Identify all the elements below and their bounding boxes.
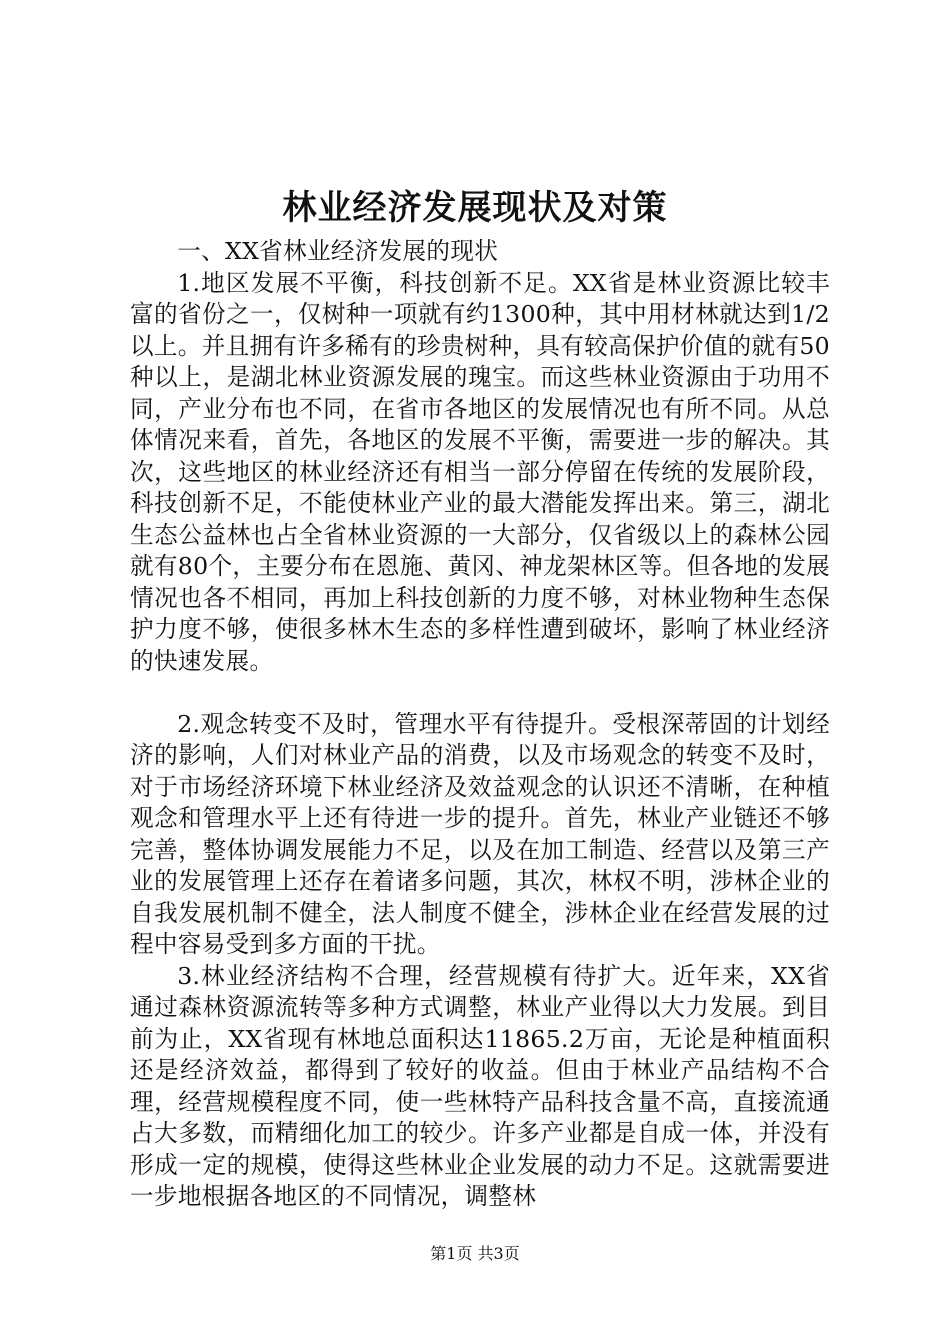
paragraph-1: 1.地区发展不平衡，科技创新不足。XX省是林业资源比较丰富的省份之一，仅树种一项就有约1300种，其中用材林就达到1/2以上。并且拥有许多稀有的珍贵树种，具有较高保护价值的就有50种以上，是湖北林业资源发展的瑰宝。而这些林业资源由于功用不同，产业分布也不同，在省市各地区的发展情况也有所不同。从总体情况来看，首先，各地区的发展不平衡，需要进一步的解决。其次，这些地区的林业经济还有相当一部分停留在传统的发展阶段，科技创新不足，不能使林业产业的最大潜能发挥出来。第三，湖北生态公益林也占全省林业资源的一大部分，仅省级以上的森林公园就有80个，主要分布在恩施、黄冈、神龙架林区等。但各地的发展情况也各不相同，再加上科技创新的力度不够，对林业物种生态保护力度不够，使很多林木生态的多样性遭到破坏，影响了林业经济的快速发展。 [130,268,830,675]
page-footer: 第1页 共3页 [430,1244,520,1263]
paragraph-3: 3.林业经济结构不合理，经营规模有待扩大。近年来，XX省通过森林资源流转等多种方式调整，林业产业得以大力发展。到目前为止，XX省现有林地总面积达11865.2万亩，无论是种植面积还是经济效益，都得到了较好的收益。但由于林业产品结构不合理，经营规模程度不同，使一些林特产品科技含量不高，直接流通占大多数，而精细化加工的较少。许多产业都是自成一体，并没有形成一定的规模，使得这些林业企业发展的动力不足。这就需要进一步地根据各地区的不同情况，调整林 [130,961,830,1210]
document-title: 林业经济发展现状及对策 [282,188,668,228]
section-heading: 一、XX省林业经济发展的现状 [177,237,499,265]
document-body [130,236,830,1213]
paragraph-2: 2.观念转变不及时，管理水平有待提升。受根深蒂固的计划经济的影响，人们对林业产品的消费，以及市场观念的转变不及时，对于市场经济环境下林业经济及效益观念的认识还不清晰，在种植观念和管理水平上还有待进一步的提升。首先，林业产业链还不够完善，整体协调发展能力不足，以及在加工制造、经营以及第三产业的发展管理上还存在着诸多问题，其次，林权不明，涉林企业的自我发展机制不健全，法人制度不健全，涉林企业在经营发展的过程中容易受到多方面的干扰。 [130,709,830,958]
